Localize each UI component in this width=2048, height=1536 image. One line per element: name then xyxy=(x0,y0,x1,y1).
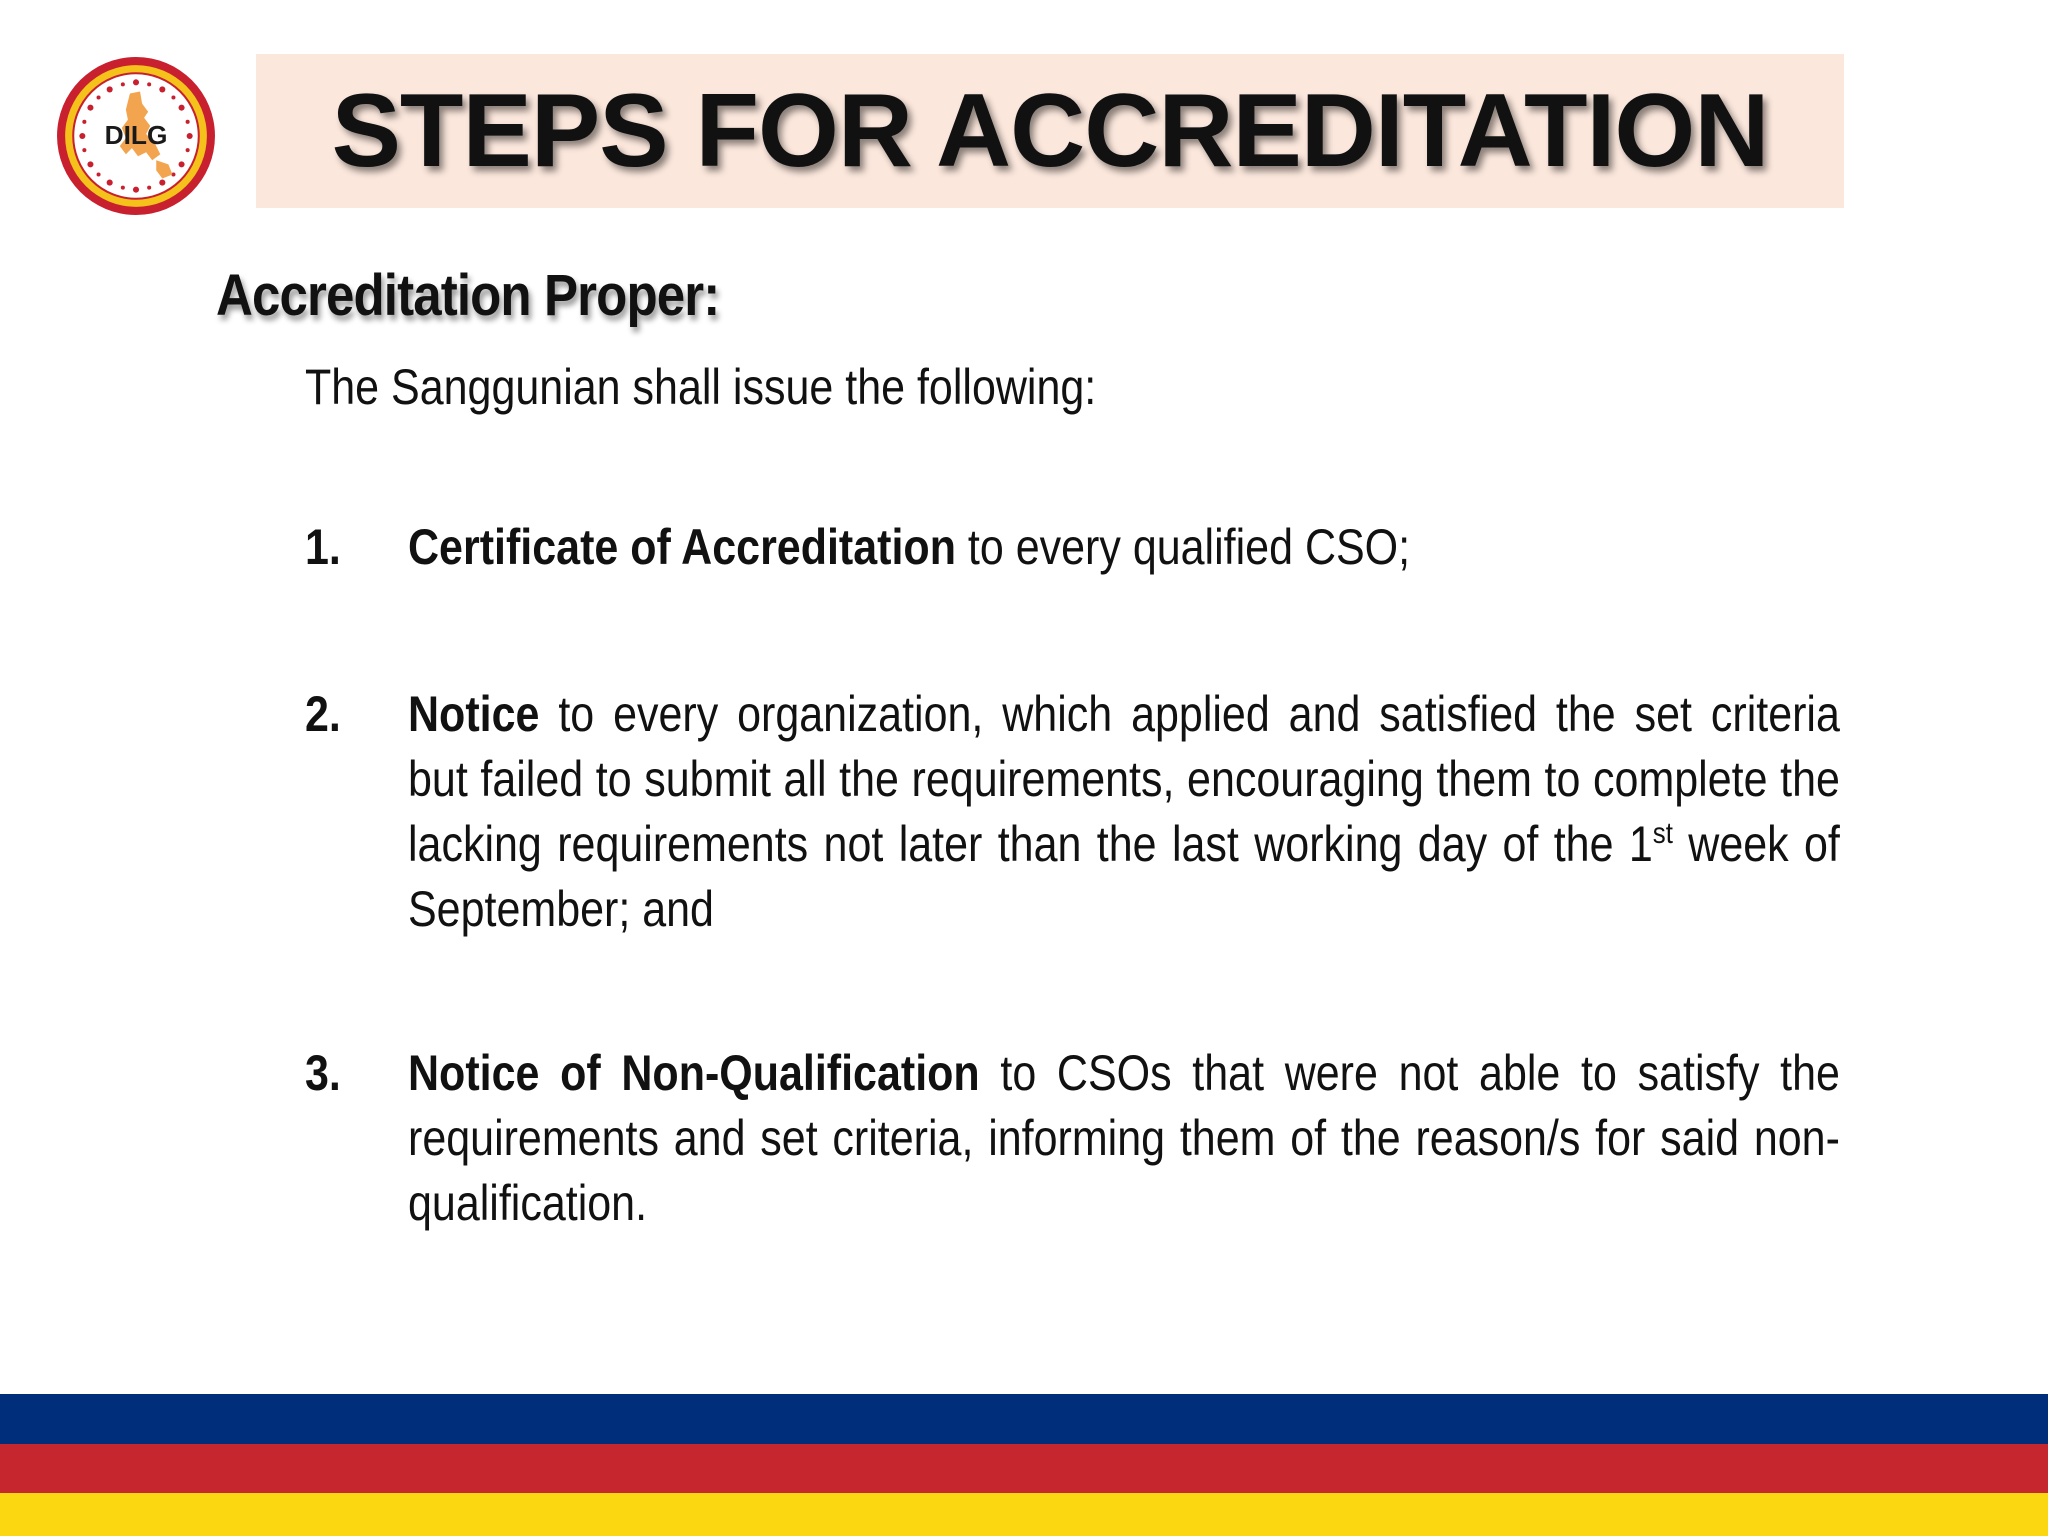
list-item-text-after: week of September; and xyxy=(408,816,1840,937)
section-heading: Accreditation Proper: xyxy=(216,263,720,328)
list-item-text: to every organization, which applied and satisfied the set criteria but failed to submit all the requirements, encouraging them to complete the lacking requirements not later than the last working day of the 1 xyxy=(408,686,1840,872)
list-item-bold: Notice xyxy=(408,686,540,742)
title-banner xyxy=(256,54,1844,208)
logo-text: DILG xyxy=(104,120,168,151)
list-item-number: 1. xyxy=(305,519,341,575)
footer-stripe-yellow xyxy=(0,1493,2048,1536)
list-item-bold: Notice of Non-Qualification xyxy=(408,1045,980,1101)
dilg-seal-icon xyxy=(55,55,217,217)
footer-stripe-red xyxy=(0,1444,2048,1493)
page-title: STEPS FOR ACCREDITATION xyxy=(331,72,1769,189)
list-item-text: to CSOs that were not able to satisfy the requirements and set criteria, informing them of the reason/s for said non-qualification. xyxy=(408,1045,1840,1231)
list-item-bold: Certificate of Accreditation xyxy=(408,519,956,575)
list-item-number: 3. xyxy=(305,1045,341,1101)
intro-text: The Sanggunian shall issue the following: xyxy=(305,359,1097,415)
ordinal-suffix: st xyxy=(1652,817,1673,850)
footer-stripe-blue xyxy=(0,1394,2048,1444)
list-item-text: to every qualified CSO; xyxy=(955,519,1411,575)
list-item-number: 2. xyxy=(305,686,341,742)
